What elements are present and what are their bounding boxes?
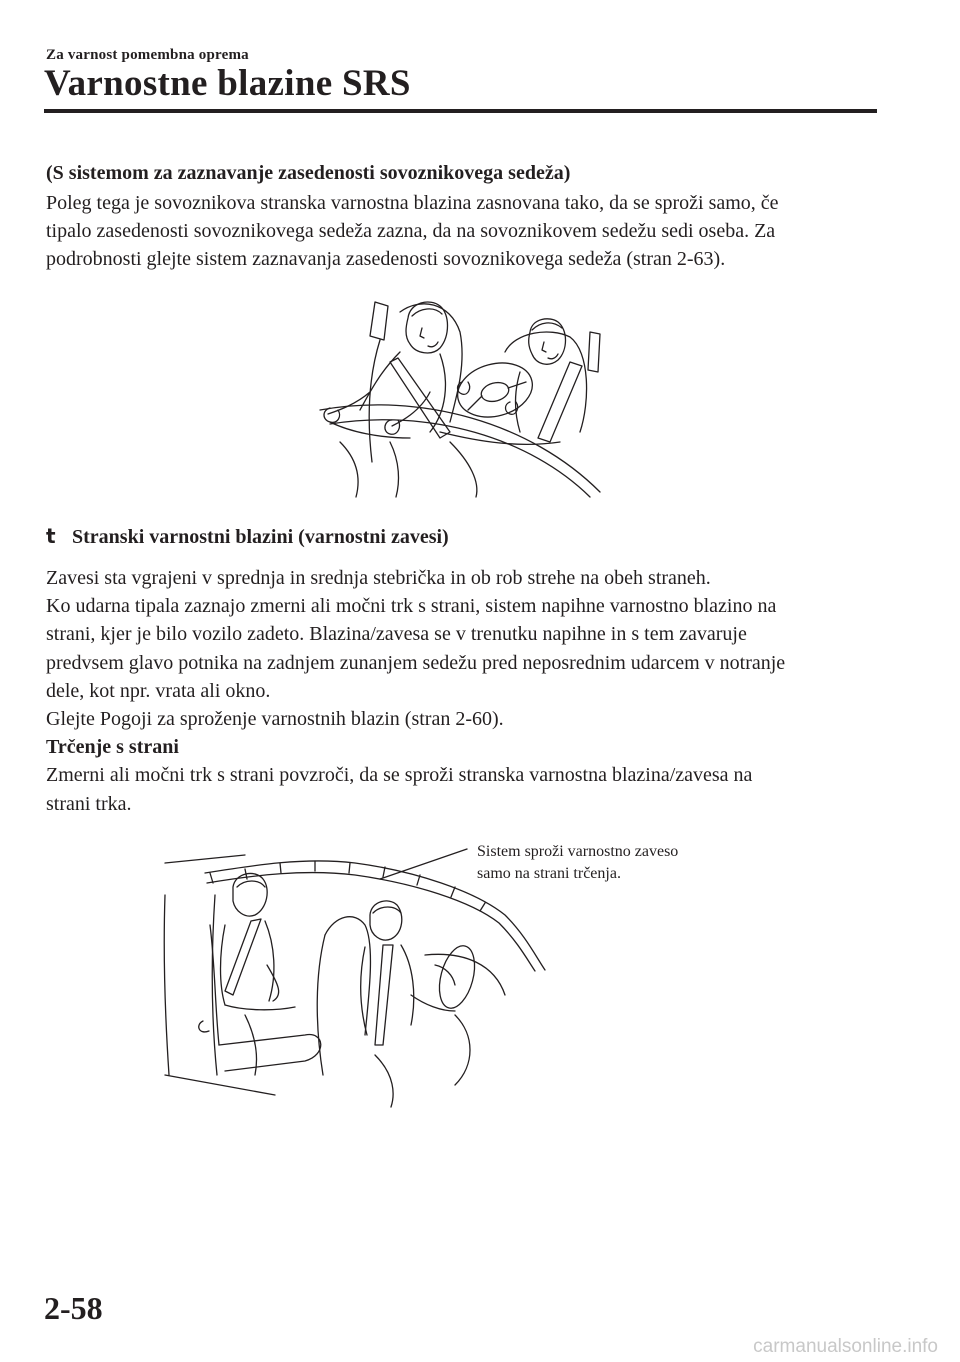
text-line: podrobnosti glejte sistem zaznavanja zasedenosti sovoznikovega sedeža (stran 2-63). xyxy=(46,248,726,271)
watermark: carmanualsonline.info xyxy=(753,1336,938,1357)
figure-caption xyxy=(477,841,678,885)
text-line: strani trka. xyxy=(46,792,132,815)
title-rule xyxy=(44,109,877,113)
text-line: Poleg tega je sovoznikova stranska varnostna blazina zasnovana tako, da se sproži samo, če xyxy=(46,192,779,214)
text-line: Zavesi sta vgrajeni v sprednja in srednja stebrička in ob rob strehe na obeh straneh. xyxy=(46,567,711,589)
paragraph-occupancy-sensor xyxy=(46,189,886,274)
subheading-occupancy-sensor: (S sistemom za zaznavanje zasedenosti sovoznikovega sedeža) xyxy=(46,162,571,184)
text-line: Glejte Pogoji za sproženje varnostnih blazin (stran 2-60). xyxy=(46,708,504,731)
text-line: Ko udarna tipala zaznajo zmerni ali močni trk s strani, sistem napihne varnostno blazino na xyxy=(46,595,777,618)
section-bullet: t xyxy=(46,524,56,548)
text-line: strani, kjer je bilo vozilo zadeto. Blazina/zavesa se v trenutku napihne in s tem zavaruje xyxy=(46,623,747,646)
caption-line: samo na strani trčenja. xyxy=(477,865,621,882)
subheading-side-impact: Trčenje s strani xyxy=(46,736,179,759)
section-kicker: Za varnost pomembna oprema xyxy=(46,47,249,63)
paragraph-curtain-airbags xyxy=(46,564,886,818)
text-line: dele, kot npr. vrata ali okno. xyxy=(46,679,271,702)
text-line: tipalo zasedenosti sovoznikovega sedeža zazna, da na sovoznikovem sedežu sedi oseba. Za xyxy=(46,220,776,243)
illustration-driver-passenger xyxy=(300,292,610,502)
heading-curtain-airbags xyxy=(46,524,449,549)
page-title: Varnostne blazine SRS xyxy=(44,63,411,104)
caption-line: Sistem sproži varnostno zaveso xyxy=(477,843,679,860)
text-line: predvsem glavo potnika na zadnjem zunanjem sedežu pred neposrednim udarcem v notranje xyxy=(46,651,786,674)
text-line: Zmerni ali močni trk s strani povzroči, da se sproži stranska varnostna blazina/zavesa na xyxy=(46,764,753,787)
heading-text: Stranski varnostni blazini (varnostni zavesi) xyxy=(72,526,449,548)
page-number: 2-58 xyxy=(44,1290,103,1326)
